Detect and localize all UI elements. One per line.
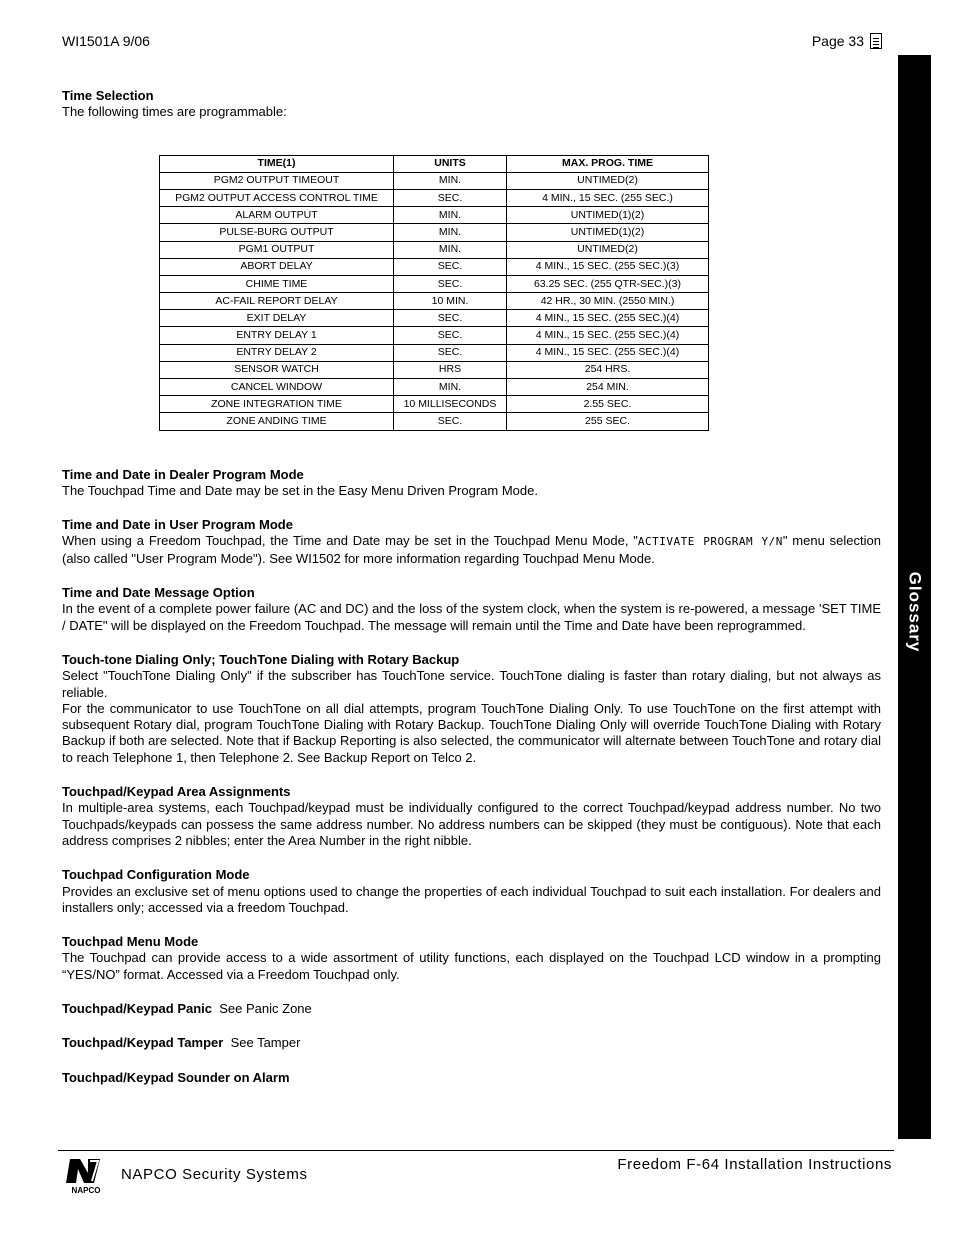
section-title-user-program-mode: Time and Date in User Program Mode bbox=[62, 517, 293, 533]
section-title-panic: Touchpad/Keypad Panic bbox=[62, 1001, 213, 1017]
table-row bbox=[160, 275, 709, 292]
lcd-prompt-text: ACTIVATE PROGRAM Y/N bbox=[637, 535, 783, 549]
dealer-program-mode-body: The Touchpad Time and Date may be set in the Easy Menu Driven Program Mode. bbox=[62, 482, 538, 498]
time-cell: PULSE-BURG OUTPUT bbox=[160, 224, 394, 241]
max-time-cell: 255 SEC. bbox=[507, 413, 709, 430]
time-cell: PGM2 OUTPUT TIMEOUT bbox=[160, 172, 394, 189]
table-row bbox=[160, 344, 709, 361]
max-time-cell: 4 MIN., 15 SEC. (255 SEC.) bbox=[507, 189, 709, 206]
max-time-cell: UNTIMED(1)(2) bbox=[507, 224, 709, 241]
section-title-message-option: Time and Date Message Option bbox=[62, 585, 255, 601]
section-title-menu-mode: Touchpad Menu Mode bbox=[62, 934, 199, 950]
max-time-cell: 2.55 SEC. bbox=[507, 396, 709, 413]
table-row bbox=[160, 189, 709, 206]
table-row bbox=[160, 413, 709, 430]
max-time-cell: UNTIMED(1)(2) bbox=[507, 207, 709, 224]
page-number: Page 33 bbox=[811, 33, 864, 49]
time-cell: PGM1 OUTPUT bbox=[160, 241, 394, 258]
time-cell: ABORT DELAY bbox=[160, 258, 394, 275]
table-header-time: TIME(1) bbox=[160, 155, 394, 172]
max-time-cell: 63.25 SEC. (255 QTR-SEC.)(3) bbox=[507, 275, 709, 292]
table-row bbox=[160, 293, 709, 310]
table-header-row bbox=[160, 155, 709, 172]
section-title-time-selection: Time Selection bbox=[62, 88, 154, 103]
menu-mode-body: The Touchpad can provide access to a wide assortment of utility functions, each displayed on the Touchpad LCD window in a prompting “YES/NO” format. Accessed via a Freedom Touchpad only. bbox=[62, 950, 881, 982]
table-row bbox=[160, 310, 709, 327]
time-cell: ZONE ANDING TIME bbox=[160, 413, 394, 430]
table-row bbox=[160, 327, 709, 344]
section-title-dealer-program-mode: Time and Date in Dealer Program Mode bbox=[62, 466, 304, 482]
units-cell: SEC. bbox=[394, 258, 507, 275]
time-cell: PGM2 OUTPUT ACCESS CONTROL TIME bbox=[160, 189, 394, 206]
napco-logo-mark-icon bbox=[64, 1157, 108, 1195]
units-cell: SEC. bbox=[394, 413, 507, 430]
max-time-cell: 4 MIN., 15 SEC. (255 SEC.)(3) bbox=[507, 258, 709, 275]
section-title-sounder-on-alarm: Touchpad/Keypad Sounder on Alarm bbox=[62, 1069, 290, 1085]
footer-divider bbox=[58, 1150, 894, 1151]
units-cell: SEC. bbox=[394, 189, 507, 206]
section-title-tamper: Touchpad/Keypad Tamper bbox=[62, 1035, 224, 1051]
units-cell: MIN. bbox=[394, 379, 507, 396]
tamper-reference: See Tamper bbox=[230, 1035, 301, 1051]
table-row bbox=[160, 379, 709, 396]
max-time-cell: UNTIMED(2) bbox=[507, 172, 709, 189]
time-cell: CANCEL WINDOW bbox=[160, 379, 394, 396]
table-row bbox=[160, 172, 709, 189]
units-cell: HRS bbox=[394, 361, 507, 378]
units-cell: 10 MILLISECONDS bbox=[394, 396, 507, 413]
area-assignments-body: In multiple-area systems, each Touchpad/keypad must be individually configured to the correct Touchpad/keypad address number. No two Touchpads/keypads can possess the same address number. No address numbers can be skipped (they must be contiguous). Note that each address comprises 2 nibbles; enter the Area Number in the right nibble. bbox=[62, 800, 881, 848]
panic-entry bbox=[62, 1001, 881, 1017]
page-header-doc-id: WI1501A 9/06 bbox=[62, 33, 150, 49]
table-row bbox=[160, 207, 709, 224]
max-time-cell: 254 MIN. bbox=[507, 379, 709, 396]
max-time-cell: 42 HR., 30 MIN. (2550 MIN.) bbox=[507, 293, 709, 310]
units-cell: MIN. bbox=[394, 241, 507, 258]
panic-reference: See Panic Zone bbox=[219, 1001, 312, 1017]
tamper-entry bbox=[62, 1035, 881, 1051]
user-mode-text-pre: When using a Freedom Touchpad, the Time and Date may be set in the Touchpad Menu Mode, " bbox=[62, 533, 638, 549]
page-header-right bbox=[812, 33, 882, 49]
touchtone-body-2: For the communicator to use TouchTone on all dial attempts, program TouchTone Dialing Only. To use TouchTone on the first attempt with subsequent Rotary dial, program TouchTone Dialing with Rotary Backup. TouchTone Dialing Only will override TouchTone Dialing with Rotary Backup if both are selected. Note that if Backup Reporting is also selected, the communicator will alternate between TouchTone and rotary dial to reach Telephone 1, then Telephone 2. See Backup Report on Telco 2. bbox=[62, 700, 881, 765]
time-cell: SENSOR WATCH bbox=[160, 361, 394, 378]
units-cell: MIN. bbox=[394, 172, 507, 189]
units-cell: 10 MIN. bbox=[394, 293, 507, 310]
time-cell: ENTRY DELAY 2 bbox=[160, 344, 394, 361]
table-row bbox=[160, 258, 709, 275]
section-title-configuration-mode: Touchpad Configuration Mode bbox=[62, 867, 250, 883]
units-cell: MIN. bbox=[394, 224, 507, 241]
units-cell: SEC. bbox=[394, 327, 507, 344]
table-row bbox=[160, 241, 709, 258]
glossary-sidebar-label: Glossary bbox=[905, 571, 925, 653]
section-title-touchtone-dialing: Touch-tone Dialing Only; TouchTone Dialing with Rotary Backup bbox=[62, 651, 460, 667]
configuration-mode-body: Provides an exclusive set of menu options used to change the properties of each individual Touchpad to suit each installation. For dealers and installers only; accessed via a freedom Touchpad. bbox=[62, 883, 881, 915]
footer-document-title: Freedom F-64 Installation Instructions bbox=[617, 1156, 892, 1173]
units-cell: SEC. bbox=[394, 275, 507, 292]
time-cell: ALARM OUTPUT bbox=[160, 207, 394, 224]
touchtone-body-1: Select "TouchTone Dialing Only" if the subscriber has TouchTone service. TouchTone dialing is faster than rotary dialing, but not always as reliable. bbox=[62, 668, 881, 700]
document-icon bbox=[870, 33, 882, 49]
time-cell: AC-FAIL REPORT DELAY bbox=[160, 293, 394, 310]
message-option-body: In the event of a complete power failure (AC and DC) and the loss of the system clock, when the system is re-powered, a message 'SET TIME / DATE" will be displayed on the Freedom Touchpad. The message will remain until the Time and Date have been reprogrammed. bbox=[62, 601, 881, 633]
units-cell: SEC. bbox=[394, 344, 507, 361]
time-cell: CHIME TIME bbox=[160, 275, 394, 292]
max-time-cell: 4 MIN., 15 SEC. (255 SEC.)(4) bbox=[507, 344, 709, 361]
table-row bbox=[160, 361, 709, 378]
max-time-cell: 4 MIN., 15 SEC. (255 SEC.)(4) bbox=[507, 310, 709, 327]
napco-logo-text: NAPCO bbox=[71, 1186, 101, 1195]
user-mode-text-post: " menu selection (also called "User Program Mode"). See WI1502 for more information regarding Touchpad Menu Mode. bbox=[62, 533, 881, 566]
time-cell: ZONE INTEGRATION TIME bbox=[160, 396, 394, 413]
max-time-cell: 4 MIN., 15 SEC. (255 SEC.)(4) bbox=[507, 327, 709, 344]
table-header-max-prog-time: MAX. PROG. TIME bbox=[507, 155, 709, 172]
time-selection-intro: The following times are programmable: bbox=[62, 104, 287, 120]
time-cell: ENTRY DELAY 1 bbox=[160, 327, 394, 344]
table-row bbox=[160, 224, 709, 241]
table-header-units: UNITS bbox=[394, 155, 507, 172]
units-cell: SEC. bbox=[394, 310, 507, 327]
main-content bbox=[62, 88, 881, 1086]
programmable-times-table bbox=[159, 155, 709, 431]
time-cell: EXIT DELAY bbox=[160, 310, 394, 327]
napco-logo bbox=[64, 1157, 108, 1195]
max-time-cell: 254 HRS. bbox=[507, 361, 709, 378]
max-time-cell: UNTIMED(2) bbox=[507, 241, 709, 258]
footer-brand: NAPCO Security Systems bbox=[121, 1166, 308, 1183]
user-program-mode-body bbox=[62, 533, 881, 567]
units-cell: MIN. bbox=[394, 207, 507, 224]
table-row bbox=[160, 396, 709, 413]
section-title-area-assignments: Touchpad/Keypad Area Assignments bbox=[62, 784, 291, 800]
